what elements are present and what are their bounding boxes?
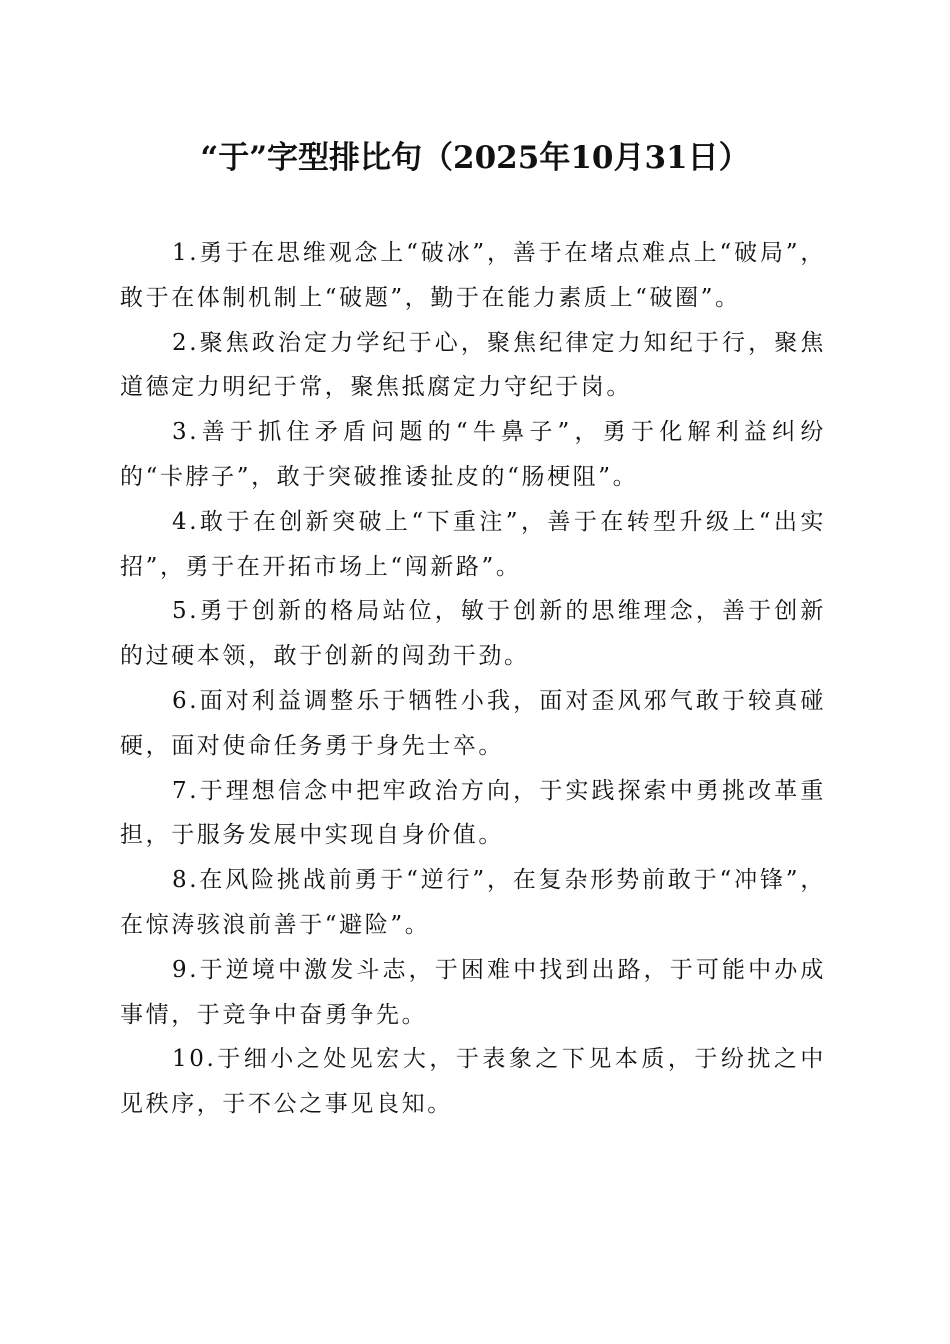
paragraph-2: 2.聚焦政治定力学纪于心，聚焦纪律定力知纪于行，聚焦道德定力明纪于常，聚焦抵腐定力守纪于岗。 [120, 329, 826, 401]
document-title: “于”字型排比句（2025年10月31日） [200, 140, 750, 176]
paragraph-6: 6.面对利益调整乐于牺牲小我，面对歪风邪气敢于较真碰硬，面对使命任务勇于身先士卒。 [120, 687, 826, 759]
document-body [120, 231, 826, 1127]
paragraph-10: 10.于细小之处见宏大，于表象之下见本质，于纷扰之中见秩序，于不公之事见良知。 [120, 1046, 826, 1118]
paragraph-8: 8.在风险挑战前勇于“逆行”，在复杂形势前敢于“冲锋”，在惊涛骇浪前善于“避险”。 [120, 867, 826, 938]
paragraph-5: 5.勇于创新的格局站位，敏于创新的思维理念，善于创新的过硬本领，敢于创新的闯劲干劲。 [120, 598, 826, 670]
paragraph-7: 7.于理想信念中把牢政治方向，于实践探索中勇挑改革重担，于服务发展中实现自身价值。 [120, 777, 826, 849]
paragraph-4: 4.敢于在创新突破上“下重注”，善于在转型升级上“出实招”，勇于在开拓市场上“闯新路”。 [120, 508, 826, 580]
paragraph-1: 1.勇于在思维观念上“破冰”，善于在堵点难点上“破局”，敢于在体制机制上“破题”，勤于在能力素质上“破圈”。 [120, 240, 826, 311]
paragraph-3: 3.善于抓住矛盾问题的“牛鼻子”，勇于化解利益纠纷的“卡脖子”，敢于突破推诿扯皮的“肠梗阻”。 [120, 419, 826, 490]
paragraph-9: 9.于逆境中激发斗志，于困难中找到出路，于可能中办成事情，于竞争中奋勇争先。 [120, 956, 826, 1028]
